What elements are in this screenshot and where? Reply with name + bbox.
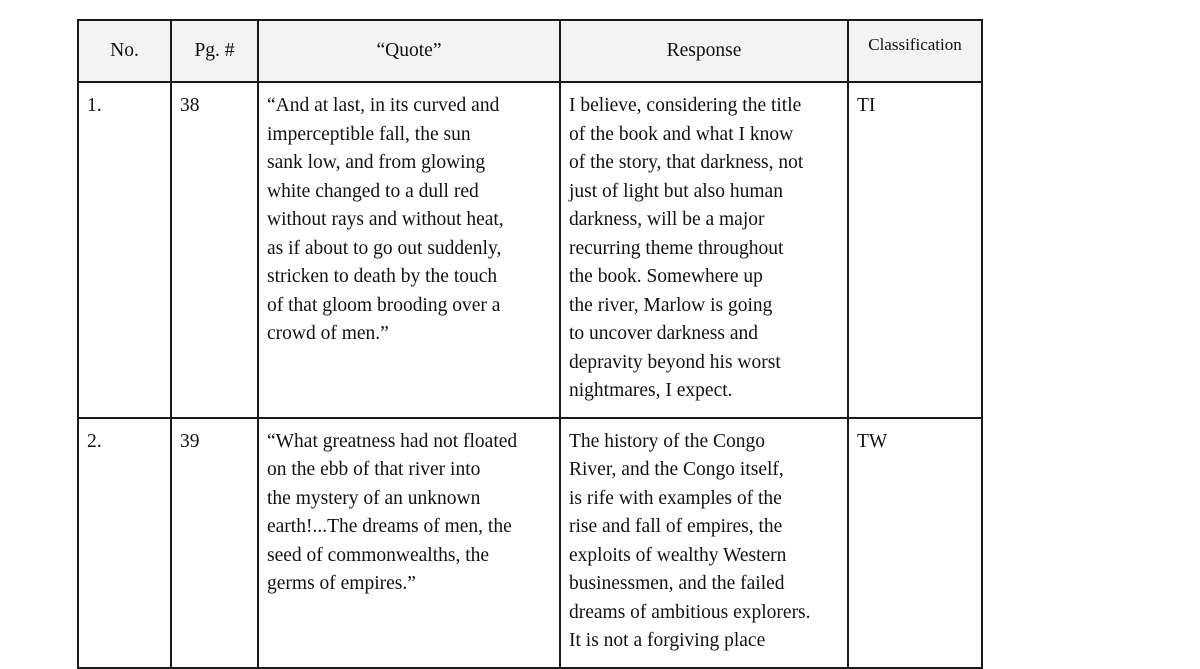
cell-no: 1. xyxy=(78,82,171,418)
cell-quote: “And at last, in its curved and imperceptible fall, the sun sank low, and from glowing white changed to a dull red without rays and without heat, as if about to go out suddenly, stricken to death by the touch of that gloom brooding over a crowd of men.” xyxy=(258,82,560,418)
header-quote: “Quote” xyxy=(258,20,560,82)
cell-response: I believe, considering the title of the book and what I know of the story, that darkness, not just of light but also human darkness, will be a major recurring theme throughout the book. Somewhere up the river, Marlow is going to uncover darkness and depravity beyond his worst nightmares, I expect. xyxy=(560,82,848,418)
header-row xyxy=(78,20,982,82)
cell-no: 2. xyxy=(78,418,171,668)
cell-page: 39 xyxy=(171,418,258,668)
header-classification: Classification xyxy=(848,20,982,82)
cell-page: 38 xyxy=(171,82,258,418)
header-page: Pg. # xyxy=(171,20,258,82)
reading-journal-table xyxy=(77,19,983,669)
header-response: Response xyxy=(560,20,848,82)
cell-classification: TI xyxy=(848,82,982,418)
cell-quote: “What greatness had not floated on the ebb of that river into the mystery of an unknown earth!...The dreams of men, the seed of commonwealths, the germs of empires.” xyxy=(258,418,560,668)
table-row xyxy=(78,418,982,668)
header-no: No. xyxy=(78,20,171,82)
cell-response: The history of the Congo River, and the Congo itself, is rife with examples of the rise and fall of empires, the exploits of wealthy Western businessmen, and the failed dreams of ambitious explorers. It is not a forgiving place xyxy=(560,418,848,668)
table-row xyxy=(78,82,982,418)
cell-classification: TW xyxy=(848,418,982,668)
